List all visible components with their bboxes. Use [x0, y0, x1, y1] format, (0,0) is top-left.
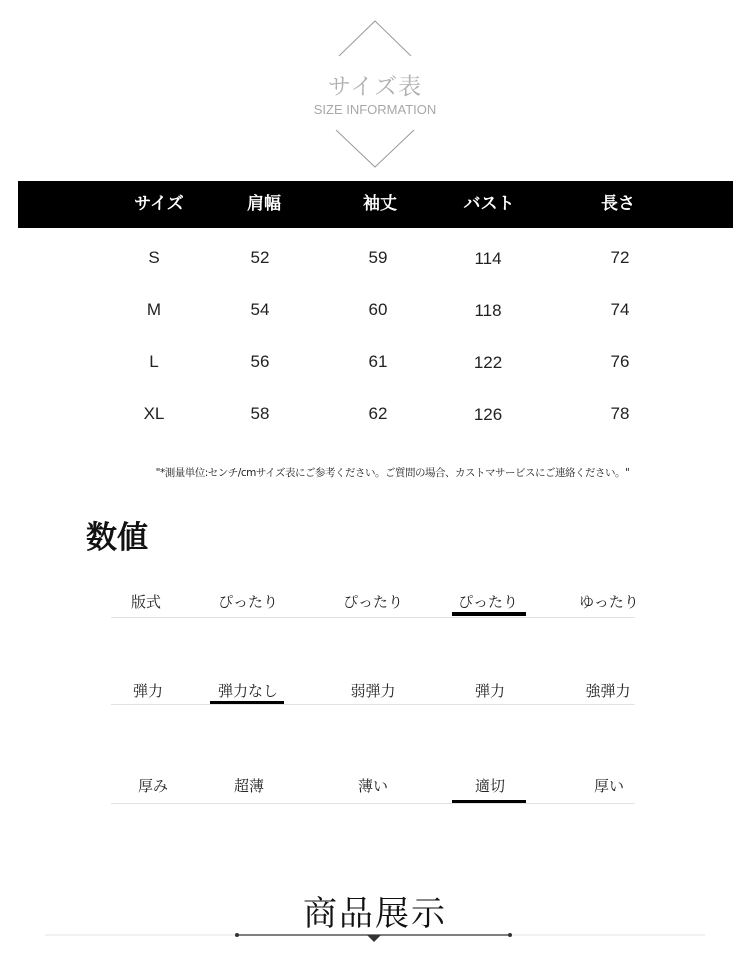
option-thickness: 薄い: [357, 777, 388, 795]
table-cell-bust: 126: [473, 405, 503, 424]
row-divider: [111, 617, 635, 618]
table-cell-shoulder: 54: [250, 300, 270, 319]
size-chart-subtitle: SIZE INFORMATION: [313, 102, 437, 117]
option-fit: ゆったり: [579, 593, 639, 611]
option-thickness: 超薄: [233, 777, 264, 795]
attribute-label-fit: 版式: [130, 593, 161, 611]
measurement-note: "*測量単位:センチ/cmサイズ表にご参考ください。ご質問の場合、カストマサービスにご連絡ください。": [155, 467, 630, 479]
table-cell-size: XL: [143, 404, 165, 423]
table-cell-length: 78: [610, 404, 630, 423]
option-stretch-selected: 弾力なし: [217, 682, 278, 700]
table-cell-sleeve: 59: [368, 248, 388, 267]
option-fit-selected: ぴったり: [457, 593, 518, 611]
table-cell-size: M: [146, 300, 162, 319]
values-section-title: 数値: [86, 520, 148, 556]
column-header-sleeve: 袖丈: [363, 194, 397, 214]
table-cell-bust: 114: [474, 249, 502, 268]
option-fit: ぴったり: [217, 593, 278, 611]
column-header-length: 長さ: [601, 194, 635, 214]
table-cell-size: S: [148, 248, 160, 267]
option-stretch: 強弾力: [585, 682, 631, 700]
size-table-header: [18, 181, 733, 228]
row-divider: [111, 803, 635, 804]
table-cell-shoulder: 58: [250, 404, 270, 423]
column-header-size: サイズ: [134, 194, 184, 214]
attribute-label-thickness: 厚み: [137, 777, 168, 795]
table-cell-shoulder: 56: [250, 352, 270, 371]
selected-indicator-fit: [452, 612, 526, 616]
option-thickness: 厚い: [593, 777, 624, 795]
table-cell-shoulder: 52: [250, 248, 270, 267]
size-chart-title: サイズ表: [327, 74, 423, 100]
option-thickness-selected: 適切: [474, 777, 505, 795]
title-divider-ornament: [0, 920, 750, 960]
product-display-title: 商品展示: [303, 894, 447, 934]
option-stretch: 弾力: [474, 682, 505, 700]
option-stretch: 弱弾力: [350, 682, 396, 700]
option-fit: ぴったり: [342, 593, 403, 611]
attribute-label-stretch: 弾力: [132, 682, 163, 700]
column-header-shoulder: 肩幅: [247, 194, 281, 214]
table-cell-sleeve: 60: [368, 300, 388, 319]
table-cell-length: 72: [610, 248, 630, 267]
table-cell-bust: 118: [474, 301, 502, 320]
table-cell-sleeve: 62: [368, 404, 388, 423]
row-divider: [111, 704, 635, 705]
table-cell-length: 76: [610, 352, 630, 371]
table-cell-bust: 122: [473, 353, 503, 372]
table-cell-sleeve: 61: [368, 352, 388, 371]
table-cell-size: L: [149, 352, 159, 371]
table-cell-length: 74: [610, 300, 630, 319]
column-header-bust: バスト: [463, 194, 515, 214]
